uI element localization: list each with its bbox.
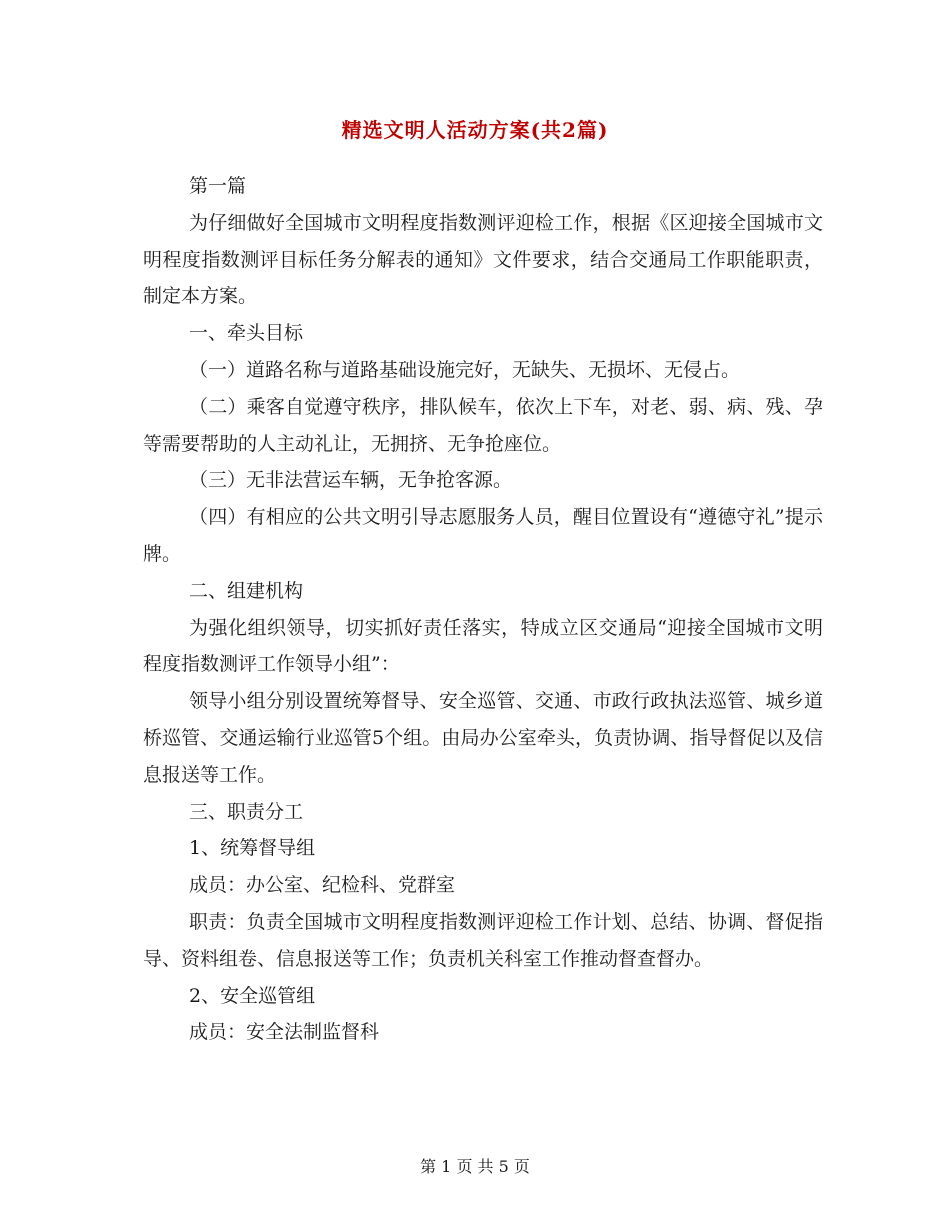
- page-footer: 第 1 页 共 5 页: [420, 1157, 530, 1176]
- document-title: 精选文明人活动方案(共2篇): [341, 118, 609, 142]
- goal-item-3: （三）无非法营运车辆，无争抢客源。: [189, 469, 513, 492]
- group-1-duties: 职责：负责全国城市文明程度指数测评迎检工作计划、总结、协调、督促指导、资料组卷、信息报送等工作；负责机关科室工作推动督查督办。: [143, 910, 823, 970]
- section-heading-first: 第一篇: [189, 175, 247, 197]
- groups-paragraph: 领导小组分别设置统筹督导、安全巡管、交通、市政行政执法巡管、城乡道桥巡管、交通运输行业巡管5个组。由局办公室牵头，负责协调、指导督促以及信息报送等工作。: [143, 690, 823, 786]
- section-heading-duties: 三、职责分工: [189, 800, 304, 823]
- group-2-members: 成员：安全法制监督科: [189, 1021, 380, 1044]
- goal-item-4: （四）有相应的公共文明引导志愿服务人员，醒目位置设有“遵德守礼”提示牌。: [143, 506, 823, 565]
- section-heading-organization: 二、组建机构: [189, 579, 304, 602]
- organization-paragraph: 为强化组织领导，切实抓好责任落实，特成立区交通局“迎接全国城市文明程度指数测评工作领导小组”：: [143, 616, 823, 676]
- document-body: [143, 168, 823, 1051]
- group-2-heading: 2、安全巡管组: [189, 984, 316, 1007]
- group-1-members: 成员：办公室、纪检科、党群室: [189, 874, 456, 897]
- goal-item-2: （二）乘客自觉遵守秩序，排队候车，依次上下车，对老、弱、病、残、孕等需要帮助的人主动礼让，无拥挤、无争抢座位。: [143, 395, 823, 455]
- intro-paragraph: 为仔细做好全国城市文明程度指数测评迎检工作，根据《区迎接全国城市文明程度指数测评目标任务分解表的通知》文件要求，结合交通局工作职能职责，制定本方案。: [143, 211, 823, 308]
- group-1-heading: 1、统筹督导组: [189, 837, 316, 860]
- goal-item-1: （一）道路名称与道路基础设施完好，无缺失、无损坏、无侵占。: [189, 358, 741, 381]
- section-heading-goals: 一、牵头目标: [189, 322, 304, 345]
